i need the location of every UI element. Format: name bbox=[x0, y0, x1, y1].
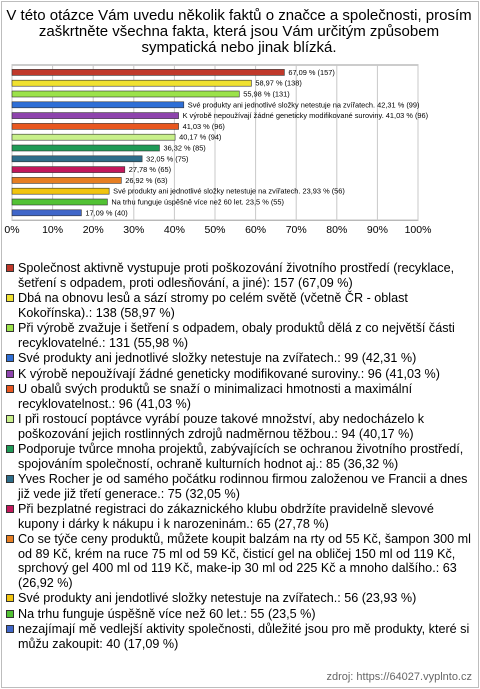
legend-swatch bbox=[6, 385, 14, 393]
bar bbox=[12, 113, 179, 119]
legend-swatch bbox=[6, 324, 14, 332]
legend-label: Při bezplatné registraci do zákaznického klubu obdržíte pravidelně slevové kupony i dárky k nákupu i k narozeninám.: 65 (27,78 %) bbox=[18, 502, 434, 531]
bar bbox=[12, 91, 239, 97]
legend-label: U obalů svých produktů se snaží o minimalizaci hmotnosti a maximální recyklovatelnost.: 96 (41,03 %) bbox=[18, 382, 413, 411]
legend-label: Yves Rocher je od samého počátku rodinnou firmou založenou ve Francii a dnes již vede již třetí generace.: 75 (32,05 %) bbox=[18, 472, 468, 501]
data-label: 26,92 % (63) bbox=[125, 175, 168, 185]
x-tick-label: 70% bbox=[285, 224, 307, 237]
legend-item bbox=[6, 591, 476, 606]
legend-label: Své produkty ani jednotlivé složky netestuje na zvířatech.: 99 (42,31 %) bbox=[18, 351, 417, 365]
bar bbox=[12, 80, 251, 86]
legend-item bbox=[6, 291, 476, 320]
legend-label: Společnost aktivně vystupuje proti poškozování životního prostředí (recyklace, šetření s odpadem, proti odlesňování, a jiné): 157 (67,09 %) bbox=[18, 261, 455, 290]
legend-item bbox=[6, 472, 476, 501]
legend-swatch bbox=[6, 264, 14, 272]
legend-item bbox=[6, 382, 476, 411]
x-tick-label: 50% bbox=[204, 224, 226, 237]
legend-swatch bbox=[6, 625, 14, 633]
data-label: 36,32 % (85) bbox=[163, 143, 206, 153]
data-label: 32,05 % (75) bbox=[146, 154, 189, 164]
data-label: Na trhu funguje úspěšně více než 60 let. 23,5 % (55) bbox=[111, 197, 284, 207]
data-label: 55,98 % (131) bbox=[243, 89, 290, 99]
legend-label: Své produkty ani jendotlivé složky netestuje na zvířatech.: 56 (23,93 %) bbox=[18, 591, 417, 605]
legend-item bbox=[6, 607, 476, 622]
bar bbox=[12, 199, 107, 205]
legend-label: Dbá na obnovu lesů a sází stromy po celém světě (včetně ČR - oblast Kokořínska).: 138 (58,97 %) bbox=[18, 291, 408, 320]
x-tick-label: 90% bbox=[366, 224, 388, 237]
legend-swatch bbox=[6, 610, 14, 618]
x-tick-label: 100% bbox=[404, 224, 432, 237]
chart-title: V této otázce Vám uvedu několik faktů o značce a společnosti, prosím zaškrtněte všechna fakta, která jsou Vám určitým způsobem sympatická nebo jinak blízká. bbox=[6, 7, 472, 56]
legend-item bbox=[6, 502, 476, 531]
legend-swatch bbox=[6, 505, 14, 513]
legend-item bbox=[6, 412, 476, 441]
bar bbox=[12, 134, 175, 140]
legend-label: nezajímají mě vedlejší aktivity společnosti, důležité jsou pro mě produkty, které si můžu zakoupit: 40 (17,09 %) bbox=[18, 622, 470, 651]
legend-swatch bbox=[6, 294, 14, 302]
x-tick-label: 60% bbox=[245, 224, 267, 237]
x-tick-label: 0% bbox=[4, 224, 20, 237]
bar bbox=[12, 210, 81, 216]
bar bbox=[12, 188, 109, 194]
legend-label: Na trhu funguje úspěšně více než 60 let.: 55 (23,5 %) bbox=[18, 606, 316, 621]
legend-swatch bbox=[6, 354, 14, 362]
legend-item bbox=[6, 442, 476, 471]
data-label: K výrobě nepoužívají žádné geneticky modifikované suroviny. 41,03 % (96) bbox=[182, 111, 429, 121]
data-label: 27,78 % (65) bbox=[128, 165, 172, 175]
legend-swatch bbox=[6, 445, 14, 453]
legend-label: Při výrobě zvažuje i šetření s odpadem, obaly produktů dělá z co největší části recyklovatelné.: 131 (55,98 %) bbox=[18, 321, 455, 350]
bar bbox=[12, 102, 184, 108]
x-tick-label: 80% bbox=[326, 224, 348, 237]
legend-item bbox=[6, 622, 476, 651]
x-tick-label: 40% bbox=[163, 224, 185, 237]
legend bbox=[6, 261, 476, 652]
legend-item bbox=[6, 261, 476, 290]
legend-item bbox=[6, 532, 476, 590]
x-tick-label: 20% bbox=[82, 224, 104, 237]
data-label: 17,09 % (40) bbox=[85, 208, 128, 218]
legend-label: Co se týče ceny produktů, můžete koupit balzám na rty od 55 Kč, šampon 300 ml od 89 Kč, krém na ruce 75 ml od 59 Kč, čisticí gel na obličej 150 ml od 119 Kč, sprchový gel 400 ml od 119 Kč, make-ip 30 ml od 225 Kč a mnoho dalšího.: 63 (26,92 %) bbox=[18, 532, 471, 590]
legend-swatch bbox=[6, 594, 14, 602]
data-label: Své produkty ani jednotlivé složky netestuje na zvířatech. 23,93 % (56) bbox=[113, 186, 345, 196]
legend-item bbox=[6, 321, 476, 350]
bar bbox=[12, 177, 121, 183]
legend-swatch bbox=[6, 370, 14, 378]
data-label: 67,09 % (157) bbox=[288, 67, 335, 77]
legend-label: Podporuje tvůrce mnoha projektů, zabývajících se ochranou životního prostředí, spojováním společností, ochraně kulturních hodnot aj.: 85 (36,32 %) bbox=[18, 442, 464, 471]
bar bbox=[12, 69, 284, 75]
legend-swatch bbox=[6, 475, 14, 483]
x-tick-label: 10% bbox=[42, 224, 64, 237]
legend-swatch bbox=[6, 415, 14, 423]
data-label: Své produkty ani jednotlivé složky netestuje na zvířatech. 42,31 % (99) bbox=[187, 100, 420, 110]
bar bbox=[12, 145, 159, 151]
legend-swatch bbox=[6, 535, 14, 543]
data-label: 58,97 % (138) bbox=[255, 78, 302, 88]
legend-item bbox=[6, 367, 476, 382]
data-label: 41,03 % (96) bbox=[182, 121, 225, 131]
legend-label: I při rostoucí poptávce vyrábí pouze takové množství, aby nedocházelo k poškozování jejich rostlinných zdrojů nadměrnou těžbou.: 94 (40,17 %) bbox=[18, 412, 425, 441]
data-label: 40,17 % (94) bbox=[179, 132, 222, 142]
bar bbox=[12, 156, 142, 162]
legend-label: K výrobě nepoužívají žádné geneticky modifikované suroviny.: 96 (41,03 %) bbox=[18, 366, 440, 381]
bar bbox=[12, 167, 125, 173]
bar bbox=[12, 123, 179, 129]
source-link[interactable]: zdroj: https://64027.vyplnto.cz bbox=[326, 671, 472, 683]
x-tick-label: 30% bbox=[123, 224, 145, 237]
bar-chart bbox=[0, 0, 480, 260]
legend-item bbox=[6, 351, 476, 366]
